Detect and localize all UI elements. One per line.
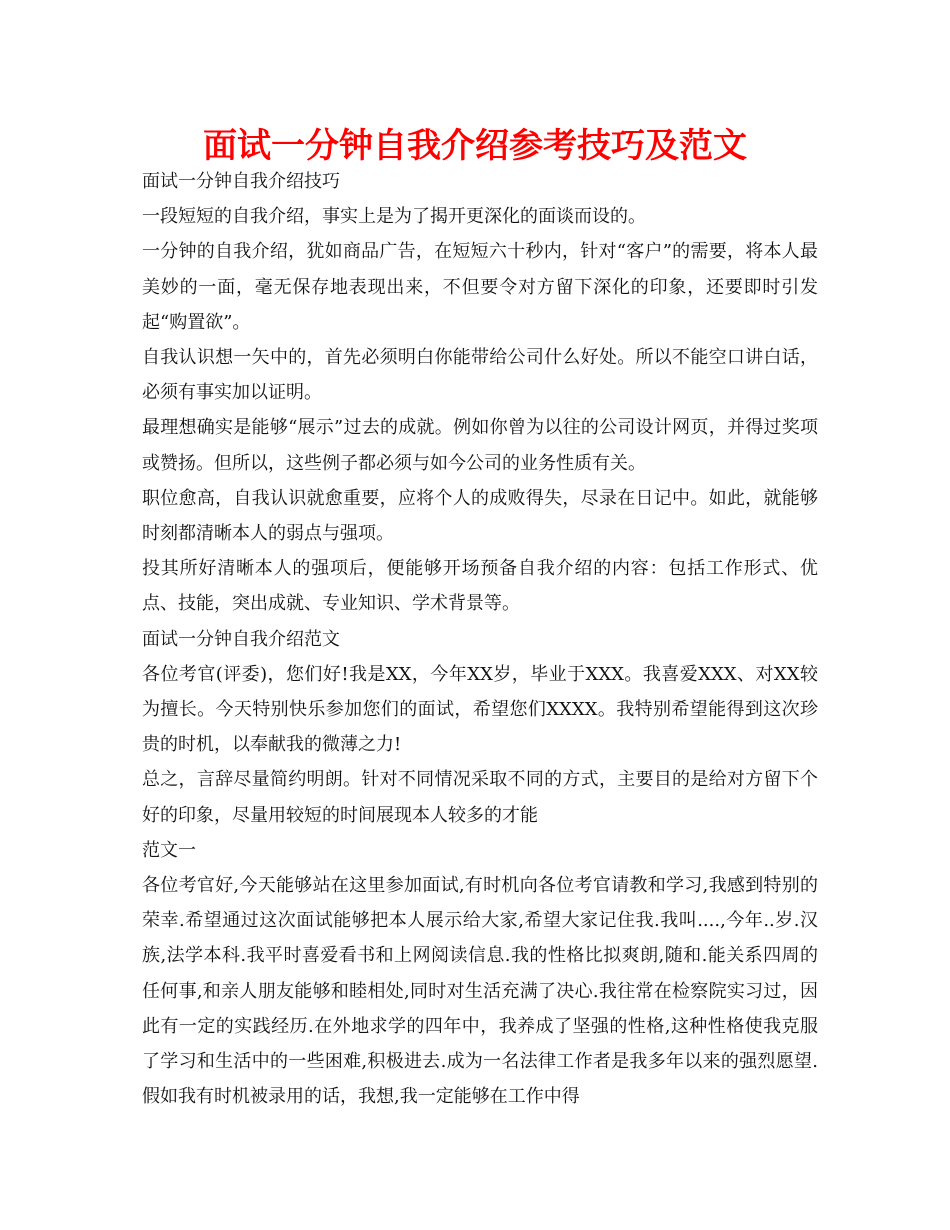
paragraph: 各位考官好,今天能够站在这里参加面试,有时机向各位考官请教和学习,我感到特别的荣幸.希望通过这次面试能够把本人展示给大家,希望大家记住我.我叫....,今年..岁.汉族,法学本科.我平时喜爱看书和上网阅读信息.我的性格比拟爽朗,随和.能关系四周的任何事,和亲人朋友能够和睦相处,同时对生活充满了决心.我往常在检察院实习过，因此有一定的实践经历.在外地求学的四年中，我养成了坚强的性格,这种性格使我克服了学习和生活中的一些困难,积极进去.成为一名法律工作者是我多年以来的强烈愿望.假如我有时机被录用的话，我想,我一定能够在工作中得 (142, 875, 818, 1108)
paragraph: 投其所好清晰本人的强项后，便能够开场预备自我介绍的内容：包括工作形式、优点、技能，突出成就、专业知识、学术背景等。 (142, 558, 818, 615)
paragraph: 最理想确实是能够“展示”过去的成就。例如你曾为以往的公司设计网页，并得过奖项或赞扬。但所以，这些例子都必须与如今公司的业务性质有关。 (142, 417, 818, 474)
document-title: 面试一分钟自我介绍参考技巧及范文 (203, 126, 747, 166)
paragraph: 一段短短的自我介绍，事实上是为了揭开更深化的面谈而设的。 (142, 206, 646, 228)
section-heading-sample: 面试一分钟自我介绍范文 (142, 628, 340, 650)
paragraph: 总之，言辞尽量简约明朗。针对不同情况采取不同的方式，主要目的是给对方留下个好的印象，尽量用较短的时间展现本人较多的才能 (142, 769, 818, 826)
paragraph: 职位愈高，自我认识就愈重要，应将个人的成败得失，尽录在日记中。如此，就能够时刻都清晰本人的弱点与强项。 (142, 487, 818, 545)
paragraph: 自我认识想一矢中的，首先必须明白你能带给公司什么好处。所以不能空口讲白话，必须有事实加以证明。 (142, 347, 818, 404)
paragraph: 一分钟的自我介绍，犹如商品广告，在短短六十秒内，针对“客户”的需要，将本人最美妙的一面，毫无保存地表现出来，不但要令对方留下深化的印象，还要即时引发起“购置欲”。 (142, 241, 818, 333)
section-heading-tips: 面试一分钟自我介绍技巧 (142, 171, 340, 192)
document-body (142, 164, 818, 1114)
section-heading-sample-one: 范文一 (142, 839, 196, 861)
paragraph: 各位考官(评委)，您们好!我是XX，今年XX岁，毕业于XXX。我喜爱XXX、对XX较为擅长。今天特别快乐参加您们的面试，希望您们XXXX。我特别希望能得到这次珍贵的时机，以奉献我的微薄之力! (142, 663, 818, 756)
